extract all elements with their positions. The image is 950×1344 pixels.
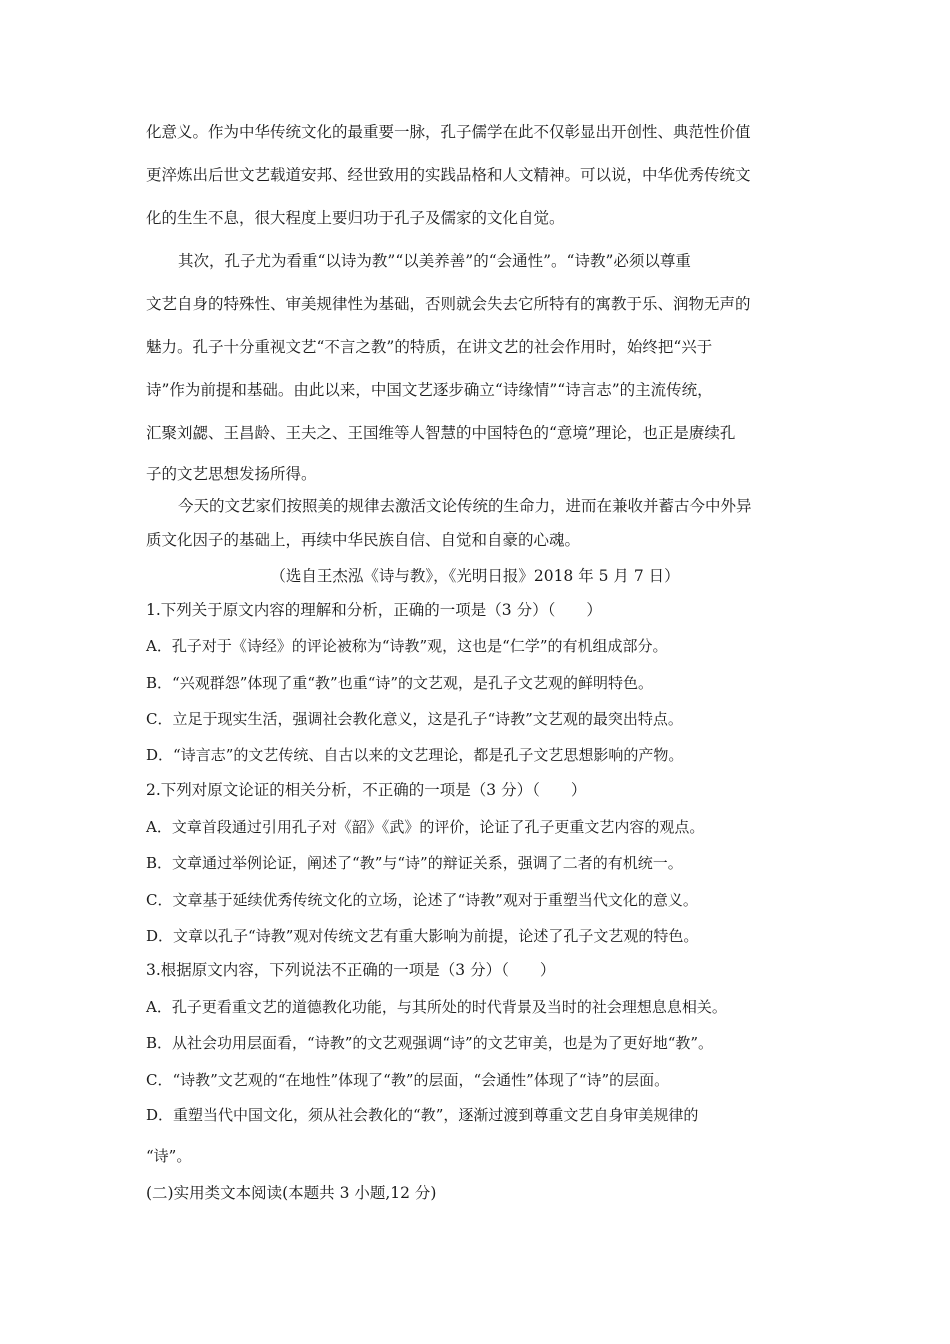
- source-citation: （选自王杰泓《诗与教》，《光明日报》2018 年 5 月 7 日）: [270, 567, 680, 585]
- passage-line: 化的生生不息，很大程度上要归功于孔子及儒家的文化自觉。: [146, 209, 565, 227]
- answer-option: C．“诗教”文艺观的“在地性”体现了“教”的层面，“会通性”体现了“诗”的层面。: [146, 1071, 670, 1089]
- answer-option: B．“兴观群怨”体现了重“教”也重“诗”的文艺观，是孔子文艺观的鲜明特色。: [146, 674, 654, 692]
- answer-option: B．文章通过举例论证，阐述了“教”与“诗”的辩证关系，强调了二者的有机统一。: [146, 854, 683, 872]
- answer-option: C．立足于现实生活，强调社会教化意义，这是孔子“诗教”文艺观的最突出特点。: [146, 710, 683, 728]
- answer-option: A．孔子对于《诗经》的评论被称为“诗教”观，这也是“仁学”的有机组成部分。: [146, 637, 668, 655]
- passage-line: 诗”作为前提和基础。由此以来，中国文艺逐步确立“诗缘情”“诗言志”的主流传统，: [146, 381, 713, 399]
- passage-line: 子的文艺思想发扬所得。: [146, 465, 317, 483]
- passage-line: 今天的文艺家们按照美的规律去激活文论传统的生命力，进而在兼收并蓄古今中外异: [178, 497, 752, 515]
- question-stem: 3.根据原文内容，下列说法不正确的一项是（3 分）（ ）: [146, 961, 556, 979]
- answer-option-continuation: “诗”。: [146, 1147, 192, 1165]
- passage-line: 更淬炼出后世文艺载道安邦、经世致用的实践品格和人文精神。可以说，中华优秀传统文: [146, 166, 751, 184]
- passage-line: 文艺自身的特殊性、审美规律性为基础，否则就会失去它所特有的寓教于乐、润物无声的: [146, 295, 751, 313]
- question-stem: 1.下列关于原文内容的理解和分析，正确的一项是（3 分）（ ）: [146, 601, 602, 619]
- answer-option: D．“诗言志”的文艺传统、自古以来的文艺理论，都是孔子文艺思想影响的产物。: [146, 746, 684, 764]
- passage-line: 其次，孔子尤为看重“以诗为教”“以美养善”的“会通性”。“诗教”必须以尊重: [178, 252, 691, 270]
- answer-option: D．重塑当代中国文化，须从社会教化的“教”，逐渐过渡到尊重文艺自身审美规律的: [146, 1106, 699, 1124]
- answer-option: B．从社会功用层面看，“诗教”的文艺观强调“诗”的文艺审美，也是为了更好地“教”。: [146, 1034, 714, 1052]
- question-stem: 2.下列对原文论证的相关分析，不正确的一项是（3 分）（ ）: [146, 781, 587, 799]
- answer-option: C．文章基于延续优秀传统文化的立场，论述了“诗教”观对于重塑当代文化的意义。: [146, 891, 698, 909]
- answer-option: A．文章首段通过引用孔子对《韶》《武》的评价，论证了孔子更重文艺内容的观点。: [146, 818, 705, 836]
- passage-line: 魅力。孔子十分重视文艺“不言之教”的特质，在讲文艺的社会作用时，始终把“兴于: [146, 338, 713, 356]
- passage-line: 质文化因子的基础上，再续中华民族自信、自觉和自豪的心魂。: [146, 531, 581, 549]
- passage-line: 化意义。作为中华传统文化的最重要一脉，孔子儒学在此不仅彰显出开创性、典范性价值: [146, 123, 751, 141]
- section-heading: (二)实用类文本阅读(本题共 3 小题,12 分): [146, 1184, 437, 1202]
- passage-line: 汇聚刘勰、王昌龄、王夫之、王国维等人智慧的中国特色的“意境”理论，也正是赓续孔: [146, 424, 736, 442]
- answer-option: A．孔子更看重文艺的道德教化功能，与其所处的时代背景及当时的社会理想息息相关。: [146, 998, 727, 1016]
- answer-option: D．文章以孔子“诗教”观对传统文艺有重大影响为前提，论述了孔子文艺观的特色。: [146, 927, 699, 945]
